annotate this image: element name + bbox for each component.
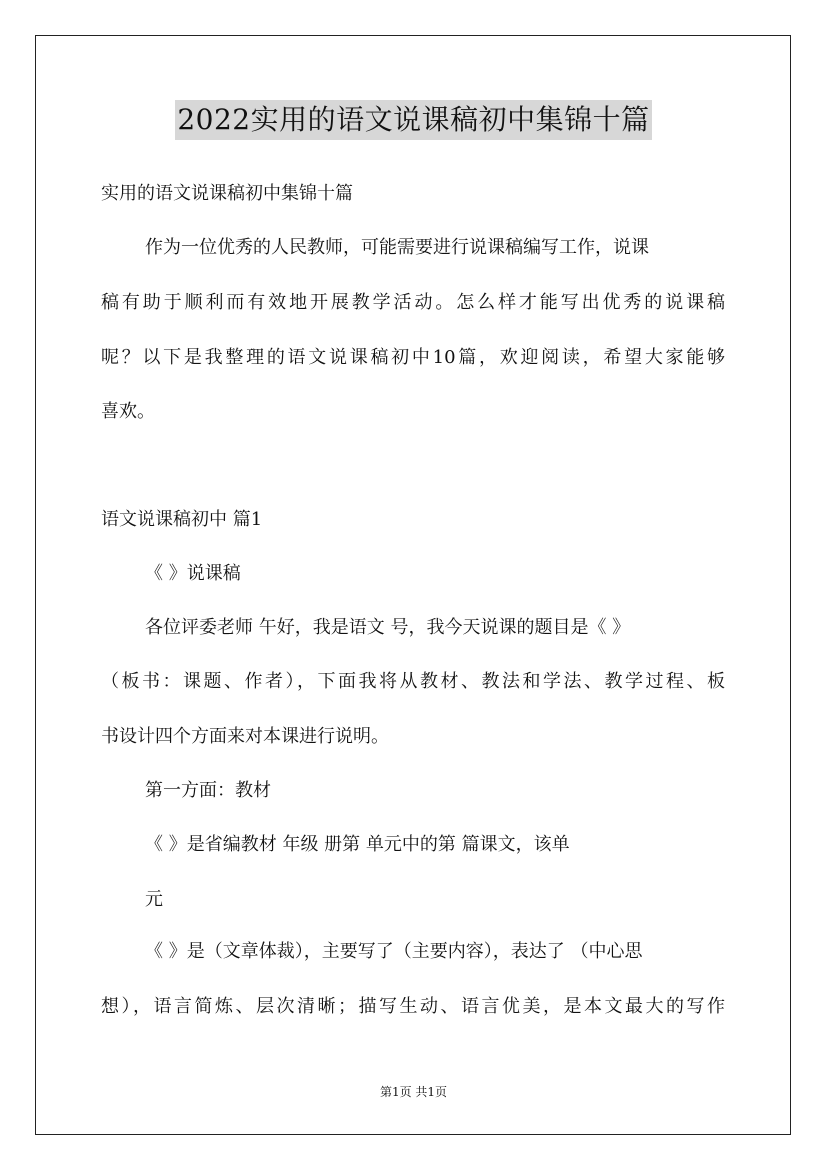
intro-line-3: 呢？以下是我整理的语文说课稿初中10篇，欢迎阅读，希望大家能够	[101, 347, 725, 368]
para2-line-2: 元	[145, 889, 163, 910]
para3-line-2: 想），语言简炼、层次清晰；描写生动、语言优美，是本文最大的写作	[101, 996, 725, 1017]
intro-line-2: 稿有助于顺利而有效地开展教学活动。怎么样才能写出优秀的说课稿	[101, 292, 725, 313]
intro-line-4: 喜欢。	[101, 401, 155, 422]
para1-line-2: （板书：课题、作者），下面我将从教材、教法和学法、教学过程、板	[101, 671, 725, 692]
para3-line-1: 《 》是（文章体裁），主要写了（主要内容），表达了 （中心思	[145, 941, 643, 962]
para1-line-3: 书设计四个方面来对本课进行说明。	[101, 726, 389, 747]
para1-line-1: 各位评委老师 午好，我是语文 号，我今天说课的题目是《 》	[145, 617, 631, 638]
subtitle: 实用的语文说课稿初中集锦十篇	[101, 183, 353, 204]
document-title: 2022实用的语文说课稿初中集锦十篇	[175, 100, 651, 140]
intro-line-1: 作为一位优秀的人民教师，可能需要进行说课稿编写工作，说课	[145, 237, 649, 258]
section-subheading: 《 》说课稿	[145, 563, 241, 584]
page-footer: 第1页 共1页	[379, 1085, 448, 1099]
section-heading: 语文说课稿初中 篇1	[101, 509, 263, 530]
para2-line-1: 《 》是省编教材 年级 册第 单元中的第 篇课文，该单	[145, 834, 570, 855]
part-heading: 第一方面：教材	[145, 780, 271, 801]
